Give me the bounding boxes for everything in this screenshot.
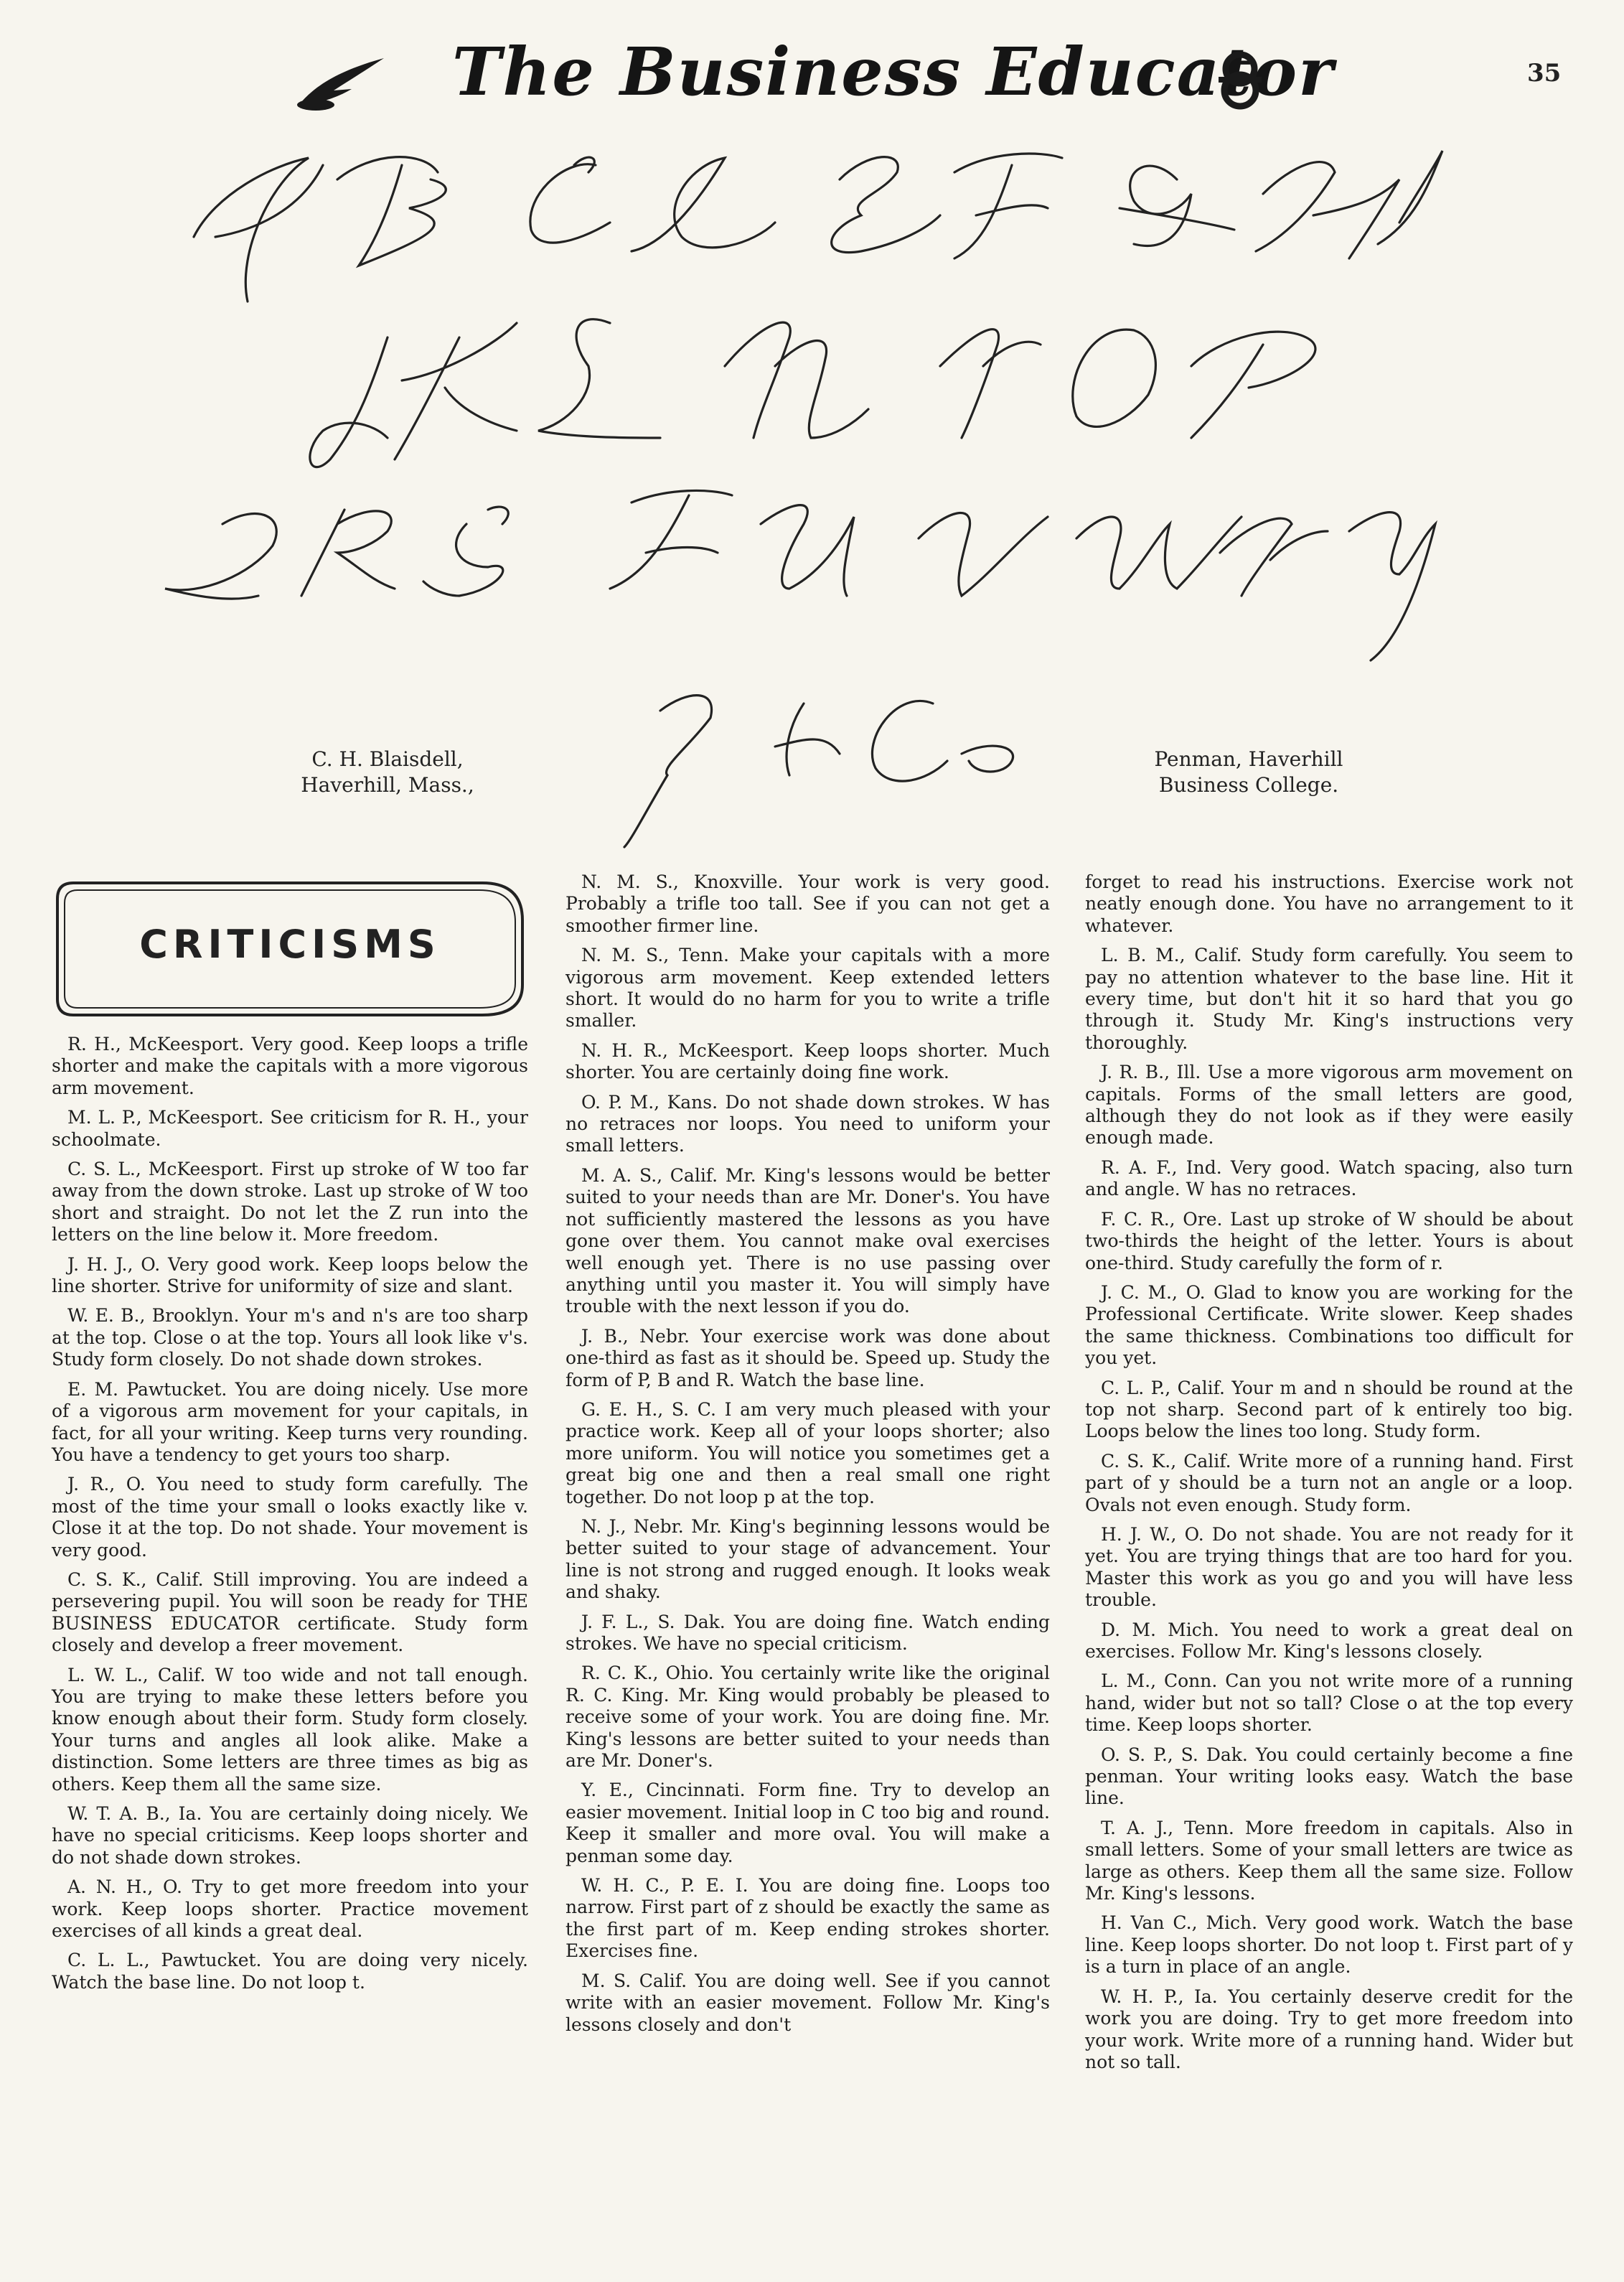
criticism-entry: L. B. M., Calif. Study form carefully. You seem to pay no attention whatever to the base line. Hit it every time, but don't hit it so hard that you go through it. Study Mr. King's instructions very thoroughly. — [1085, 945, 1573, 1053]
script-letter-l — [538, 319, 660, 438]
criticism-entry: D. M. Mich. You need to work a great deal on exercises. Follow Mr. King's lessons closely. — [1085, 1619, 1573, 1662]
script-letter-t — [610, 490, 732, 589]
criticisms-column-2 — [565, 871, 1050, 2044]
criticism-entry: J. F. L., S. Dak. You are doing fine. Watch ending strokes. We have no special criticism. — [565, 1611, 1050, 1654]
script-letter-f — [954, 154, 1062, 258]
criticism-entry: J. H. J., O. Very good work. Keep loops below the line shorter. Strive for uniformity of size and slant. — [52, 1253, 528, 1297]
criticism-entry: H. J. W., O. Do not shade. You are not ready for it yet. You are trying things that are too hard for you. Master this work as you go and you will have less trouble. — [1085, 1523, 1573, 1611]
script-letter-a — [194, 158, 323, 301]
criticism-entry: N. J., Nebr. Mr. King's beginning lessons would be better suited to your stage of advancement. Your line is not strong and rugged enough. It looks weak and shaky. — [565, 1515, 1050, 1603]
criticism-entry: C. S. K., Calif. Still improving. You are indeed a persevering pupil. You will soon be ready for THE BUSINESS EDUCATOR certificate. Study form closely and develop a freer movement. — [52, 1568, 528, 1656]
criticisms-column-3 — [1085, 871, 1573, 2081]
credit-right-school: Business College. — [1158, 773, 1339, 797]
criticism-entry: J. R. B., Ill. Use a more vigorous arm movement on capitals. Forms of the small letters are good, although they do not look as if they were easily enough made. — [1085, 1062, 1573, 1149]
script-letter-p — [1191, 332, 1315, 438]
criticism-entry: W. E. B., Brooklyn. Your m's and n's are too sharp at the top. Close o at the top. Yours all look like v's. Study form closely. Do not shade down strokes. — [52, 1305, 528, 1370]
criticism-entry-continued: forget to read his instructions. Exercise work not neatly enough done. You have no arrangement to it whatever. — [1085, 871, 1573, 936]
script-letter-n — [940, 329, 1041, 438]
script-letter-m — [725, 322, 868, 438]
criticism-entry: C. L. P., Calif. Your m and n should be round at the top not sharp. Second part of k entirely too big. Loops below the lines too long. Study form. — [1085, 1377, 1573, 1442]
script-letter-z — [624, 696, 712, 847]
criticism-entry: J. C. M., O. Glad to know you are working for the Professional Certificate. Write slower. Keep shades the same thickness. Combinations too difficult for you yet. — [1085, 1281, 1573, 1369]
page-number: 35 — [1527, 59, 1562, 88]
criticism-entry: W. H. P., Ia. You certainly deserve credit for the work you are doing. Try to get more freedom into your work. Write more of a running hand. Wider but not so tall. — [1085, 1986, 1573, 2072]
script-letter-s — [423, 507, 508, 596]
script-letter-g — [1120, 166, 1234, 245]
monogram-ornament-icon — [1211, 47, 1269, 112]
credit-right-role: Penman, Haverhill — [1154, 747, 1343, 771]
masthead-title: The Business Educator — [452, 33, 1335, 111]
criticism-entry: R. A. F., Ind. Very good. Watch spacing, also turn and angle. W has no retraces. — [1085, 1156, 1573, 1200]
criticism-entry: N. M. S., Knoxville. Your work is very good. Probably a trifle too tall. See if you can not get a smoother firmer line. — [565, 871, 1050, 936]
script-letter-b — [337, 157, 446, 266]
masthead — [0, 22, 1624, 129]
criticism-entry: E. M. Pawtucket. You are doing nicely. Use more of a vigorous arm movement for your capitals, in fact, for all your writing. Keep turns very rounding. You have a tendency to get yours too sharp. — [52, 1378, 528, 1465]
script-capitals-plate — [0, 122, 1624, 854]
criticism-entry: C. S. K., Calif. Write more of a running hand. First part of y should be a turn not an angle or a loop. Ovals not even enough. Study form. — [1085, 1450, 1573, 1515]
script-letter-j — [310, 337, 388, 467]
criticism-entry: A. N. H., O. Try to get more freedom into your work. Keep loops shorter. Practice movement exercises of all kinds a great deal. — [52, 1876, 528, 1942]
script-letter-e — [832, 157, 940, 253]
criticism-entry: M. S. Calif. You are doing well. See if you cannot write with an easier movement. Follow Mr. King's lessons closely and don't — [565, 1970, 1050, 2035]
criticisms-title: CRITICISMS — [139, 922, 441, 967]
script-row-3 — [165, 490, 1435, 660]
criticism-entry: J. R., O. You need to study form carefully. The most of the time your small o looks exactly like v. Close it at the top. Do not shade. Your movement is very good. — [52, 1474, 528, 1561]
script-letter-k — [395, 323, 517, 459]
script-letter-o — [1073, 329, 1156, 426]
criticism-entry: F. C. R., Ore. Last up stroke of W should be about two-thirds the height of the letter. Yours is about one-third. Study carefully the form of r. — [1085, 1208, 1573, 1273]
credit-right — [1120, 747, 1378, 798]
criticisms-column-1 — [52, 1034, 528, 2001]
criticism-entry: H. Van C., Mich. Very good work. Watch the base line. Keep loops shorter. Do not loop t. First part of y is a turn in place of an angle. — [1085, 1912, 1573, 1978]
criticism-entry: J. B., Nebr. Your exercise work was done about one-third as fast as it should be. Speed up. Study the form of P, B and R. Watch the base line. — [565, 1325, 1050, 1390]
script-letter-w — [1076, 517, 1242, 589]
criticism-entry: Y. E., Cincinnati. Form fine. Try to develop an easier movement. Initial loop in C too big and round. Keep it smaller and more oval. You will make a penman some day. — [565, 1780, 1050, 1866]
script-letter-c — [530, 157, 610, 243]
script-letter-d — [632, 158, 775, 251]
criticism-entry: O. S. P., S. Dak. You could certainly become a fine penman. Your writing looks easy. Watch the base line. — [1085, 1744, 1573, 1809]
criticism-entry: C. S. L., McKeesport. First up stroke of W too far away from the down stroke. Last up stroke of W too short and straight. Do not let the Z run into the letters on the line below it. More freedom. — [52, 1159, 528, 1245]
criticisms-heading-box — [52, 877, 528, 1021]
criticism-entry: T. A. J., Tenn. More freedom in capitals. Also in small letters. Some of your small letters are twice as large as others. Keep them all the same size. Follow Mr. King's lessons. — [1085, 1817, 1573, 1904]
quill-icon — [294, 55, 388, 112]
script-letter-u — [761, 505, 854, 596]
credit-left-name: C. H. Blaisdell, — [311, 747, 464, 771]
criticism-entry: R. H., McKeesport. Very good. Keep loops a trifle shorter and make the capitals with a more vigorous arm movement. — [52, 1034, 528, 1098]
script-row-1 — [194, 151, 1442, 301]
script-letter-v — [919, 513, 1048, 596]
criticism-entry: L. W. L., Calif. W too wide and not tall enough. You are trying to make these letters before you know enough about their form. Study form closely. Your turns and angles all look alike. Make a distinction. Some letters are three times as big as others. Keep them all the same size. — [52, 1664, 528, 1795]
criticism-entry: M. L. P., McKeesport. See criticism for R. H., your schoolmate. — [52, 1107, 528, 1150]
criticism-entry: M. A. S., Calif. Mr. King's lessons would be better suited to your needs than are Mr. Doner's. You have not sufficiently mastered the lessons as you have gone over them. You cannot make oval exercises well enough yet. There is no use passing over anything until you master it. You will simply have trouble with the next lesson if you do. — [565, 1164, 1050, 1317]
criticism-entry: L. M., Conn. Can you not write more of a running hand, wider but not so tall? Close o at the top every time. Keep loops shorter. — [1085, 1670, 1573, 1736]
script-row-2 — [310, 319, 1315, 467]
criticism-entry: C. L. L., Pawtucket. You are doing very nicely. Watch the base line. Do not loop t. — [52, 1950, 528, 1993]
script-letter-x — [1220, 518, 1328, 596]
script-letter-y — [1349, 513, 1435, 660]
script-letter-co — [872, 701, 1013, 781]
script-letter-q — [165, 514, 276, 599]
criticism-entry: N. H. R., McKeesport. Keep loops shorter. Much shorter. You are certainly doing fine work. — [565, 1039, 1050, 1083]
script-ampersand — [775, 703, 840, 775]
criticism-entry: W. T. A. B., Ia. You are certainly doing nicely. We have no special criticisms. Keep loops shorter and do not shade down strokes. — [52, 1803, 528, 1868]
criticism-entry: N. M. S., Tenn. Make your capitals with a more vigorous arm movement. Keep extended letters short. It would do no harm for you to write a trifle smaller. — [565, 945, 1050, 1032]
criticism-entry: W. H. C., P. E. I. You are doing fine. Loops too narrow. First part of z should be exactly the same as the first part of m. Keep ending strokes shorter. Exercises fine. — [565, 1875, 1050, 1962]
criticism-entry: O. P. M., Kans. Do not shade down strokes. W has no retraces nor loops. You need to uniform your small letters. — [565, 1091, 1050, 1156]
script-letter-r — [301, 510, 395, 596]
criticism-entry: G. E. H., S. C. I am very much pleased with your practice work. Keep all of your loops shorter; also more uniform. You will notice you sometimes get a great big one and then a real small one right together. Do not loop p at the top. — [565, 1398, 1050, 1507]
criticism-entry: R. C. K., Ohio. You certainly write like the original R. C. King. Mr. King would probably be pleased to receive some of your work. You are doing fine. Mr. King's lessons are better suited to your needs than are Mr. Doner's. — [565, 1663, 1050, 1772]
credit-left — [273, 747, 502, 798]
credit-left-place: Haverhill, Mass., — [301, 773, 474, 797]
script-row-4 — [624, 696, 1013, 847]
